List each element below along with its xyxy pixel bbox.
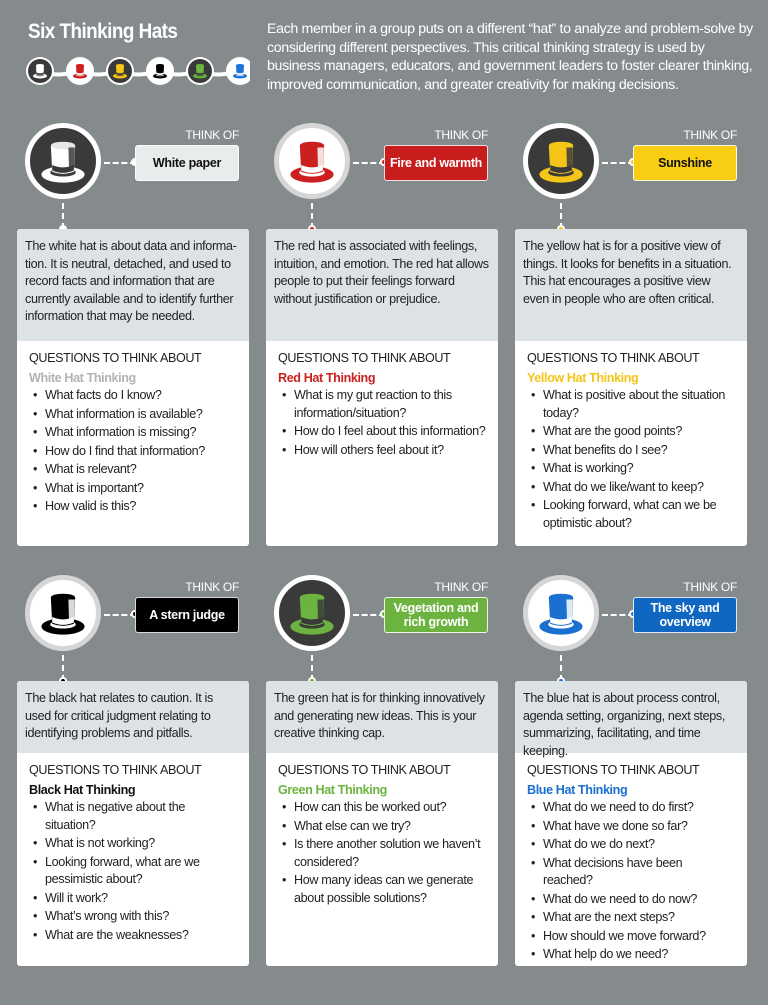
question-item: • What do we like/want to keep?	[543, 479, 735, 497]
hat-description: The white hat is about data and informa-tion. It is neutral, detached, and used to record facts and information that are currently available and to identify further information that may be needed.	[17, 229, 249, 341]
question-item: • Looking forward, what are we pessimistic about?	[45, 854, 237, 889]
think-of-value: Vegetation and rich growth	[393, 601, 479, 629]
question-item: • What is relevant?	[45, 461, 237, 479]
questions-heading: QUESTIONS TO THINK ABOUT	[278, 351, 451, 365]
question-item: • What is negative about the situation?	[45, 799, 237, 834]
questions-section	[515, 753, 747, 966]
question-item: • What have we done so far?	[543, 818, 735, 836]
questions-list	[527, 387, 735, 532]
questions-heading: QUESTIONS TO THINK ABOUT	[29, 763, 202, 777]
black-hat-icon	[25, 575, 101, 651]
questions-list	[278, 799, 486, 907]
yellow-hat-card	[515, 229, 747, 546]
question-item: • What decisions have been reached?	[543, 855, 735, 890]
black-hat-card	[17, 681, 249, 966]
question-item: • What do we need to do now?	[543, 891, 735, 909]
hat-thinking-subheading: Green Hat Thinking	[278, 783, 387, 797]
questions-list	[278, 387, 486, 459]
questions-list	[29, 387, 237, 516]
question-item: • How valid is this?	[45, 498, 237, 516]
think-of-value: The sky and overview	[650, 601, 720, 629]
hat-thinking-subheading: Black Hat Thinking	[29, 783, 136, 797]
hat-description: The green hat is for thinking innovatively and generating new ideas. This is your creative thinking cap.	[266, 681, 498, 753]
questions-heading: QUESTIONS TO THINK ABOUT	[29, 351, 202, 365]
question-item: • How can this be worked out?	[294, 799, 486, 817]
hat-section-black	[17, 575, 249, 1005]
questions-heading: QUESTIONS TO THINK ABOUT	[527, 763, 700, 777]
question-item: • What information is available?	[45, 406, 237, 424]
question-item: • What’s wrong with this?	[45, 908, 237, 926]
yellow-hat-icon	[523, 123, 599, 199]
think-of-box	[633, 145, 737, 181]
green-hat-card	[266, 681, 498, 966]
questions-section	[17, 753, 249, 955]
questions-section	[17, 341, 249, 527]
think-of-box	[633, 597, 737, 633]
question-item: • What help do we need?	[543, 946, 735, 964]
questions-section	[266, 753, 498, 918]
question-item: • Is there another solution we haven’t considered?	[294, 836, 486, 871]
page-title: Six Thinking Hats	[28, 20, 178, 43]
question-item: • What facts do I know?	[45, 387, 237, 405]
question-item: • Looking forward, what can we be optimistic about?	[543, 497, 735, 532]
hat-section-white	[17, 123, 249, 553]
question-item: • What information is missing?	[45, 424, 237, 442]
question-item: • What benefits do I see?	[543, 442, 735, 460]
think-of-value: Sunshine	[658, 156, 712, 170]
intro-text: Each member in a group puts on a different “hat” to analyze and problem-solve by considering different perspectives. This critical thinking strategy is used by business managers, educators, and government leaders to foster clearer thinking, improved communication, and greater creativity for making decisions.	[267, 21, 753, 93]
hat-description: The yellow hat is for a positive view of things. It looks for benefits in a situation. This hat encourages a positive view even in people who are often critical.	[515, 229, 747, 341]
white-hat-icon	[25, 123, 101, 199]
red-hat-icon	[274, 123, 350, 199]
questions-list	[527, 799, 735, 964]
question-item: • What is my gut reaction to this information/situation?	[294, 387, 486, 422]
think-of-box	[384, 597, 488, 633]
question-item: • How many ideas can we generate about possible solutions?	[294, 872, 486, 907]
questions-section	[515, 341, 747, 543]
think-of-label: THINK OF	[434, 580, 488, 594]
question-item: • What are the weaknesses?	[45, 927, 237, 945]
hat-section-blue	[515, 575, 747, 1005]
green-hat-icon	[274, 575, 350, 651]
think-of-label: THINK OF	[185, 128, 239, 142]
hat-section-green	[266, 575, 498, 1005]
think-of-label: THINK OF	[185, 580, 239, 594]
question-item: • How should we move forward?	[543, 928, 735, 946]
think-of-box	[384, 145, 488, 181]
questions-section	[266, 341, 498, 470]
question-item: • What is not working?	[45, 835, 237, 853]
question-item: • How will others feel about it?	[294, 442, 486, 460]
think-of-value: White paper	[152, 156, 222, 170]
think-of-value: Fire and warmth	[389, 156, 483, 170]
question-item: • What do we do next?	[543, 836, 735, 854]
think-of-label: THINK OF	[683, 128, 737, 142]
question-item: • What else can we try?	[294, 818, 486, 836]
hat-thinking-subheading: Yellow Hat Thinking	[527, 371, 639, 385]
question-item: • What do we need to do first?	[543, 799, 735, 817]
question-item: • What is important?	[45, 480, 237, 498]
think-of-box	[135, 145, 239, 181]
hat-thinking-subheading: White Hat Thinking	[29, 371, 136, 385]
questions-heading: QUESTIONS TO THINK ABOUT	[527, 351, 700, 365]
think-of-label: THINK OF	[434, 128, 488, 142]
think-of-label: THINK OF	[683, 580, 737, 594]
questions-heading: QUESTIONS TO THINK ABOUT	[278, 763, 451, 777]
hat-description: The red hat is associated with feelings, intuition, and emotion. The red hat allows people to put their feelings forward without justification or prejudice.	[266, 229, 498, 341]
hat-icon-strip	[26, 56, 250, 86]
question-item: • Will it work?	[45, 890, 237, 908]
question-item: • How do I feel about this information?	[294, 423, 486, 441]
hat-thinking-subheading: Red Hat Thinking	[278, 371, 376, 385]
hat-description: The black hat relates to caution. It is used for critical judgment relating to identifying problems and pitfalls.	[17, 681, 249, 753]
think-of-value: A stern judge	[149, 608, 225, 622]
questions-list	[29, 799, 237, 944]
question-item: • What are the good points?	[543, 423, 735, 441]
red-hat-card	[266, 229, 498, 546]
blue-hat-card	[515, 681, 747, 966]
question-item: • What is working?	[543, 460, 735, 478]
question-item: • What are the next steps?	[543, 909, 735, 927]
hat-thinking-subheading: Blue Hat Thinking	[527, 783, 628, 797]
question-item: • How do I find that information?	[45, 443, 237, 461]
question-item: • What is positive about the situation today?	[543, 387, 735, 422]
white-hat-card	[17, 229, 249, 546]
blue-hat-icon	[523, 575, 599, 651]
hat-section-red	[266, 123, 498, 553]
think-of-box	[135, 597, 239, 633]
hat-description: The blue hat is about process control, agenda setting, organizing, next steps, summarizing, facilitating, and time keeping.	[515, 681, 747, 753]
hat-section-yellow	[515, 123, 747, 553]
